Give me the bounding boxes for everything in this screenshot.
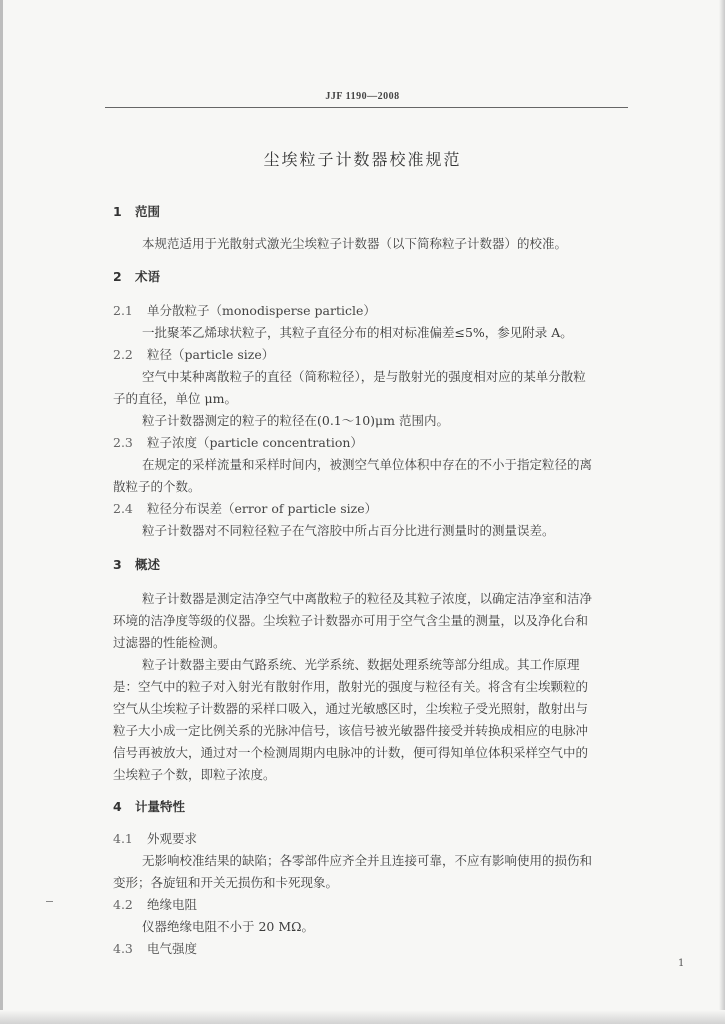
paragraph-line: 粒子计数器是测定洁净空气中离散粒子的粒径及其粒子浓度，以确定洁净室和洁净 <box>142 591 593 606</box>
paragraph-line: 信号再被放大，通过对一个检测周期内电脉冲的计数，便可得知单位体积采样空气中的 <box>113 745 589 760</box>
subsection-title: 粒径分布误差（error of particle size） <box>147 501 378 516</box>
section-title: 计量特性 <box>135 799 186 814</box>
paragraph-line: 粒子计数器测定的粒子的粒径在(0.1～10)μm 范围内。 <box>142 413 449 428</box>
section-number: 3 <box>113 557 122 572</box>
scan-edge-bottom <box>0 1010 725 1024</box>
subsection-2-4 <box>113 499 377 517</box>
subsection-title: 电气强度 <box>147 941 198 956</box>
running-header: JJF 1190—2008 <box>325 91 400 102</box>
paragraph-line: 本规范适用于光散射式激光尘埃粒子计数器（以下简称粒子计数器）的校准。 <box>142 236 568 251</box>
paragraph-line: 无影响校准结果的缺陷；各零部件应齐全并且连接可靠，不应有影响使用的损伤和 <box>142 853 593 868</box>
paragraph-line: 变形；各旋钮和开关无损伤和卡死现象。 <box>113 875 339 890</box>
subsection-number: 4.1 <box>113 831 133 846</box>
page-number: 1 <box>678 958 685 969</box>
paragraph-line: 尘埃粒子个数，即粒子浓度。 <box>113 767 276 782</box>
section-heading-4 <box>113 797 185 815</box>
section-heading-1 <box>113 202 160 220</box>
subsection-number: 2.4 <box>113 501 133 516</box>
paragraph-line: 粒子计数器主要由气路系统、光学系统、数据处理系统等部分组成。其工作原理 <box>142 657 580 672</box>
subsection-number: 2.3 <box>113 435 133 450</box>
header-rule <box>105 107 628 108</box>
subsection-4-2 <box>113 895 197 913</box>
paragraph-line: 环境的洁净度等级的仪器。尘埃粒子计数器亦可用于空气含尘量的测量，以及净化台和 <box>113 613 589 628</box>
section-heading-2 <box>113 267 160 285</box>
subsection-title: 粒子浓度（particle concentration） <box>147 435 363 450</box>
paragraph-line: 空气中某种离散粒子的直径（简称粒径），是与散射光的强度相对应的某单分散粒 <box>142 369 586 384</box>
section-number: 4 <box>113 799 122 814</box>
section-heading-3 <box>113 555 160 573</box>
paragraph-line: 一批聚苯乙烯球状粒子，其粒子直径分布的相对标准偏差≤5%，参见附录 A。 <box>142 325 573 340</box>
subsection-number: 2.2 <box>113 347 133 362</box>
section-title: 术语 <box>135 269 161 284</box>
paragraph-line: 粒子计数器对不同粒径粒子在气溶胶中所占百分比进行测量时的测量误差。 <box>142 523 555 538</box>
subsection-4-1 <box>113 829 197 847</box>
paragraph-line: 粒子大小成一定比例关系的光脉冲信号，该信号被光敏器件接受并转换成相应的电脉冲 <box>113 723 589 738</box>
paragraph-line: 仪器绝缘电阻不小于 20 MΩ。 <box>142 919 315 934</box>
subsection-number: 4.2 <box>113 897 133 912</box>
subsection-title: 粒径（particle size） <box>147 347 275 362</box>
paragraph-line: 是：空气中的粒子对入射光有散射作用，散射光的强度与粒径有关。将含有尘埃颗粒的 <box>113 679 589 694</box>
section-number: 1 <box>113 204 122 219</box>
paragraph-line: 过滤器的性能检测。 <box>113 635 226 650</box>
paragraph-line: 散粒子的个数。 <box>113 479 201 494</box>
paragraph-line: 在规定的采样流量和采样时间内，被测空气单位体积中存在的不小于指定粒径的离 <box>142 457 593 472</box>
section-number: 2 <box>113 269 122 284</box>
subsection-title: 外观要求 <box>147 831 198 846</box>
section-title: 概述 <box>135 557 161 572</box>
paragraph-line: 子的直径，单位 μm。 <box>113 391 237 406</box>
subsection-title: 绝缘电阻 <box>147 897 198 912</box>
margin-mark <box>46 901 53 902</box>
section-title: 范围 <box>135 204 161 219</box>
subsection-2-1 <box>113 301 376 319</box>
subsection-2-2 <box>113 345 274 363</box>
subsection-number: 2.1 <box>113 303 133 318</box>
subsection-number: 4.3 <box>113 941 133 956</box>
subsection-title: 单分散粒子（monodisperse particle） <box>147 303 376 318</box>
document-title: 尘埃粒子计数器校准规范 <box>263 150 462 169</box>
paragraph-line: 空气从尘埃粒子计数器的采样口吸入，通过光敏感区时，尘埃粒子受光照射，散射出与 <box>113 701 589 716</box>
subsection-4-3 <box>113 939 197 957</box>
subsection-2-3 <box>113 433 363 451</box>
